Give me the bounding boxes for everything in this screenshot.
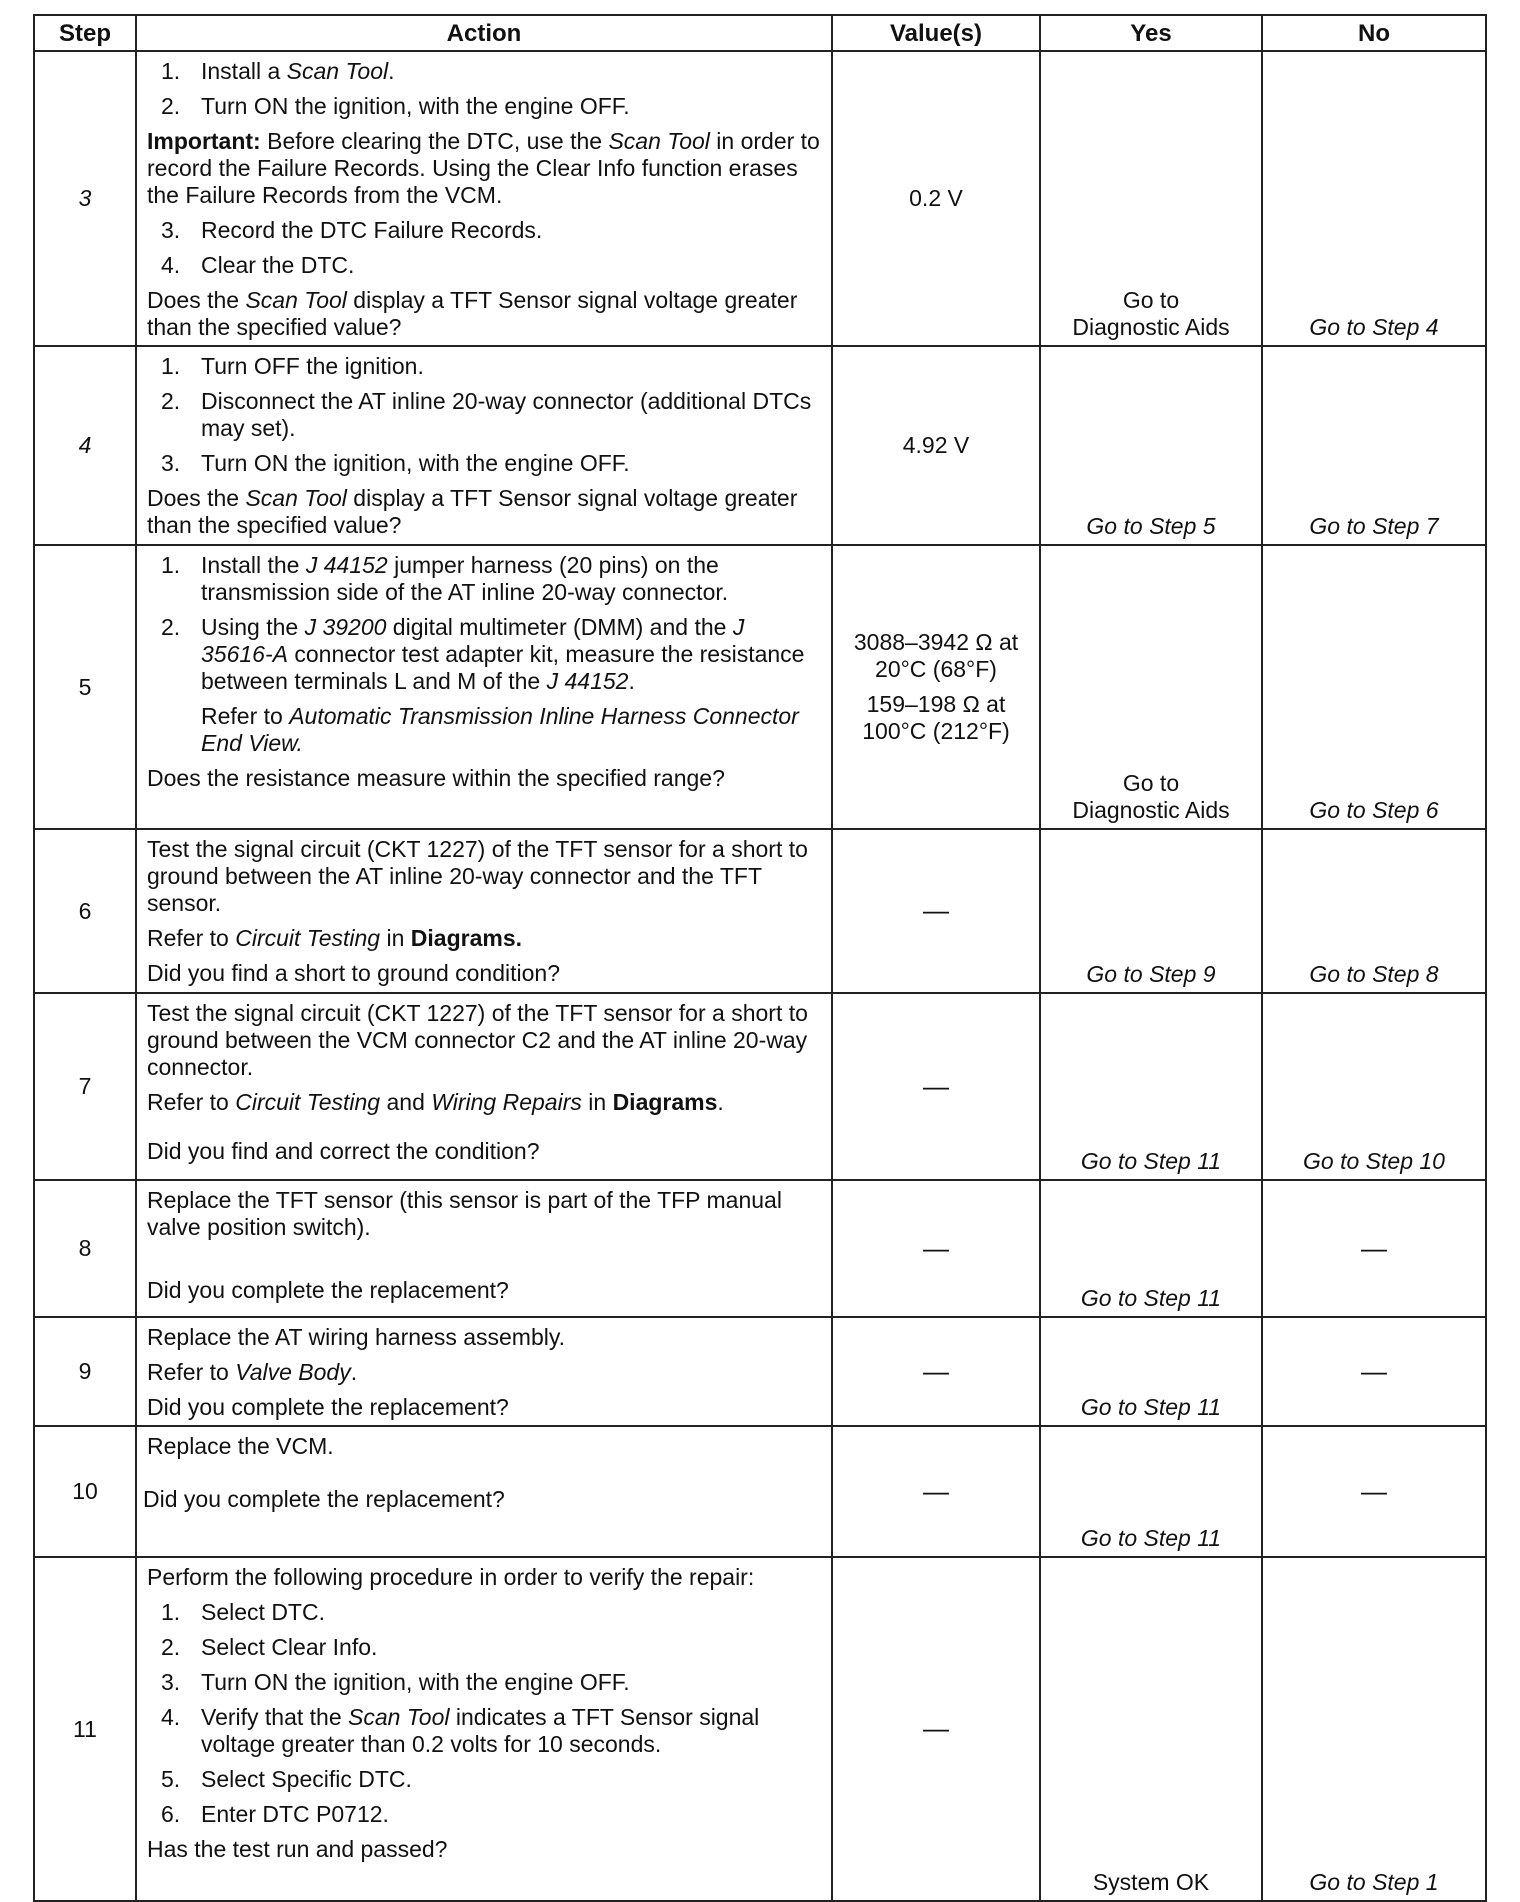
list-item [147, 353, 821, 380]
reference-text: Refer to [147, 1359, 236, 1385]
no-text: Go to Step 4 [1309, 314, 1439, 340]
reference [147, 1359, 821, 1386]
question-text: Scan Tool [245, 287, 347, 313]
step-number: 6 [34, 829, 136, 993]
header-action: Action [136, 15, 832, 51]
question: Has the test run and passed? [147, 1836, 448, 1862]
yes-cell [1040, 545, 1262, 829]
list-item [147, 450, 821, 477]
reference [147, 703, 821, 757]
value-cell [832, 993, 1040, 1180]
yes-text: Go to Step 9 [1086, 961, 1216, 987]
value-text: 4.92 V [902, 432, 970, 458]
list-number: 2. [161, 388, 181, 414]
list-number: 3. [161, 217, 181, 243]
yes-text: Go to Step 11 [1080, 1525, 1222, 1551]
value-cell [832, 1317, 1040, 1426]
yes-text: Diagnostic Aids [1072, 314, 1230, 340]
value-cell [832, 1557, 1040, 1901]
reference [147, 925, 821, 952]
list-number: 5. [161, 1766, 181, 1792]
question-text: Scan Tool [245, 485, 347, 511]
header-values: Value(s) [832, 15, 1040, 51]
value-text: — [923, 1713, 949, 1743]
action-text: J 39200 [304, 614, 387, 640]
note-text: Before clearing the DTC, use the [260, 128, 609, 154]
list-item [147, 93, 821, 120]
no-cell [1262, 545, 1486, 829]
action-text: Select Clear Info. [201, 1634, 378, 1660]
question: Did you complete the replacement? [147, 1394, 509, 1420]
yes-cell [1040, 829, 1262, 993]
value-text: — [923, 1355, 949, 1386]
yes-cell [1040, 993, 1262, 1180]
action-text: Turn ON the ignition, with the engine OFF. [201, 450, 630, 476]
value-text: — [923, 1070, 949, 1101]
no-cell [1262, 1426, 1486, 1557]
action-text: Scan Tool [348, 1704, 450, 1730]
step-number: 4 [34, 346, 136, 545]
table-row [34, 1317, 1486, 1426]
value-cell [832, 1426, 1040, 1557]
action-cell [136, 1557, 832, 1901]
no-text: Go to Step 1 [1309, 1869, 1439, 1895]
table-row [34, 545, 1486, 829]
yes-cell [1040, 1180, 1262, 1317]
table-row [34, 993, 1486, 1180]
list-item [147, 1669, 821, 1696]
yes-cell [1040, 346, 1262, 545]
no-text: — [1361, 1475, 1387, 1506]
action-text: Select DTC. [201, 1599, 325, 1625]
action-cell [136, 993, 832, 1180]
step-number: 8 [34, 1180, 136, 1317]
action-text: Turn ON the ignition, with the engine OFF. [201, 1669, 630, 1695]
action-text: Install a [201, 58, 287, 84]
header-row [34, 15, 1486, 51]
step-number: 5 [34, 545, 136, 829]
question [147, 287, 821, 341]
no-text: Go to Step 7 [1309, 513, 1439, 539]
no-cell [1262, 829, 1486, 993]
value-cell [832, 829, 1040, 993]
no-cell [1262, 1180, 1486, 1317]
reference-text: Diagrams. [410, 925, 522, 951]
reference-text: Automatic Transmission Inline Harness Connector End View. [201, 703, 799, 756]
step-number: 10 [34, 1426, 136, 1557]
action-text: Replace the TFT sensor (this sensor is part of the TFP manual valve position switch). [147, 1187, 782, 1240]
list-number: 4. [161, 1704, 181, 1730]
reference-text: Refer to [147, 925, 236, 951]
action-text: Turn ON the ignition, with the engine OFF. [201, 93, 630, 119]
value-text: — [923, 895, 949, 925]
question: Did you complete the replacement? [147, 1277, 509, 1303]
list-number: 2. [161, 93, 181, 119]
list-item [147, 1766, 821, 1793]
table-row [34, 1180, 1486, 1317]
list-number: 1. [161, 58, 181, 84]
value-text: 20°C (68°F) [875, 656, 997, 682]
list-number: 6. [161, 1801, 181, 1827]
reference-text: Valve Body [235, 1359, 351, 1385]
action-text: Record the DTC Failure Records. [201, 217, 543, 243]
action-text: Replace the VCM. [147, 1433, 334, 1459]
action-cell [136, 346, 832, 545]
reference-text: and [380, 1089, 432, 1115]
question: Does the resistance measure within the specified range? [147, 765, 725, 791]
reference-text: in [380, 925, 411, 951]
list-item [147, 58, 821, 85]
list-item [147, 217, 821, 244]
action-text: Select Specific DTC. [201, 1766, 412, 1792]
question-text: display a TFT Sensor signal voltage greater than the specified value? [147, 287, 798, 340]
reference-text: Refer to [201, 703, 290, 729]
list-number: 1. [161, 1599, 181, 1625]
reference-text: Refer to [147, 1089, 236, 1115]
reference-text: Circuit Testing [235, 925, 381, 951]
list-item [147, 1599, 821, 1626]
list-item [147, 1801, 821, 1828]
action-text: J 44152 [305, 552, 388, 578]
step-number: 9 [34, 1317, 136, 1426]
action-cell [136, 545, 832, 829]
diagnostic-table [33, 14, 1487, 1902]
list-number: 3. [161, 1669, 181, 1695]
action-text: jumper harness (20 pins) on the transmission side of the AT inline 20-way connector. [201, 552, 729, 605]
list-item [147, 252, 821, 279]
header-no: No [1262, 15, 1486, 51]
action-text: . [628, 668, 635, 694]
no-cell [1262, 993, 1486, 1180]
reference-text: . [350, 1359, 358, 1385]
value-text: — [923, 1475, 949, 1506]
list-number: 4. [161, 252, 181, 278]
list-item [147, 552, 821, 606]
question-text: Does the [147, 485, 246, 511]
reference-text: Wiring Repairs [431, 1089, 582, 1115]
action-text: digital multimeter (DMM) and the [386, 614, 733, 640]
question-text: Does the [147, 287, 246, 313]
important-note [147, 128, 821, 209]
yes-text: Go to [1122, 287, 1180, 313]
header-yes: Yes [1040, 15, 1262, 51]
no-text: — [1361, 1355, 1387, 1386]
reference-text: Circuit Testing [235, 1089, 381, 1115]
action-text: Verify that the [201, 1704, 349, 1730]
no-text: Go to Step 10 [1303, 1148, 1445, 1174]
action-text: J 35616-A [201, 614, 745, 667]
no-cell [1262, 346, 1486, 545]
value-text: 100°C (212°F) [862, 718, 1010, 744]
action-cell [136, 51, 832, 346]
action-text: J 44152 [546, 668, 629, 694]
value-text: — [923, 1232, 949, 1263]
action-cell [136, 1180, 832, 1317]
action-text: indicates a TFT Sensor signal voltage greater than 0.2 volts for 10 seconds. [201, 1704, 760, 1757]
table-row [34, 1426, 1486, 1557]
action-text: Replace the AT wiring harness assembly. [147, 1324, 566, 1350]
yes-text: Diagnostic Aids [1072, 797, 1230, 823]
action-cell [136, 1426, 832, 1557]
yes-text: Go to Step 11 [1080, 1394, 1222, 1420]
question: Did you complete the replacement? [143, 1486, 505, 1512]
table-row [34, 51, 1486, 346]
action-cell [136, 1317, 832, 1426]
action-text: Clear the DTC. [201, 252, 355, 278]
step-number: 3 [34, 51, 136, 346]
value-text: 3088–3942 Ω at [853, 629, 1019, 655]
no-text: Go to Step 8 [1309, 961, 1439, 987]
action-text: Turn OFF the ignition. [201, 353, 424, 379]
table-row [34, 829, 1486, 993]
note-text: in order to record the Failure Records. Using the Clear Info function erases the Failure Records from the VCM. [147, 128, 820, 208]
reference-text: Diagrams [612, 1089, 718, 1115]
note-text: Scan Tool [608, 128, 710, 154]
important-label: Important: [147, 128, 261, 154]
question: Did you find and correct the condition? [147, 1138, 540, 1164]
list-item [147, 1704, 821, 1758]
no-cell [1262, 1557, 1486, 1901]
yes-cell [1040, 1317, 1262, 1426]
question [147, 485, 821, 539]
action-text: . [388, 58, 395, 84]
action-text: Scan Tool [286, 58, 389, 84]
action-text: Using the [201, 614, 305, 640]
no-cell [1262, 51, 1486, 346]
value-text: 159–198 Ω at [866, 691, 1006, 717]
no-text: Go to Step 6 [1309, 797, 1439, 823]
list-item [147, 614, 821, 695]
value-cell [832, 1180, 1040, 1317]
action-text: Perform the following procedure in order to verify the repair: [147, 1564, 755, 1590]
yes-text: Go to Step 5 [1086, 513, 1216, 539]
list-item [147, 1634, 821, 1661]
header-step: Step [34, 15, 136, 51]
yes-cell [1040, 51, 1262, 346]
question-text: display a TFT Sensor signal voltage greater than the specified value? [147, 485, 798, 538]
action-text: Test the signal circuit (CKT 1227) of the TFT sensor for a short to ground between the VCM connector C2 and the AT inline 20-way connector. [147, 1000, 808, 1080]
question: Did you find a short to ground condition? [147, 960, 560, 986]
yes-cell [1040, 1557, 1262, 1901]
list-number: 2. [161, 614, 181, 640]
value-cell [832, 346, 1040, 545]
yes-cell [1040, 1426, 1262, 1557]
action-text: connector test adapter kit, measure the resistance between terminals L and M of the [201, 641, 805, 694]
list-number: 1. [161, 552, 181, 578]
action-text: Enter DTC P0712. [201, 1801, 389, 1827]
list-number: 1. [161, 353, 181, 379]
no-text: — [1361, 1232, 1387, 1263]
list-number: 2. [161, 1634, 181, 1660]
reference-text: in [581, 1089, 613, 1115]
step-number: 7 [34, 993, 136, 1180]
list-item [147, 388, 821, 442]
table-row [34, 346, 1486, 545]
value-text: 0.2 V [909, 185, 963, 211]
value-cell [832, 51, 1040, 346]
no-cell [1262, 1317, 1486, 1426]
table-row [34, 1557, 1486, 1901]
action-text: Install the [201, 552, 306, 578]
yes-text: Go to Step 11 [1080, 1148, 1222, 1174]
reference [147, 1089, 821, 1116]
action-cell [136, 829, 832, 993]
action-text: Disconnect the AT inline 20-way connector (additional DTCs may set). [201, 388, 812, 441]
yes-text: Go to Step 11 [1080, 1285, 1222, 1311]
list-number: 3. [161, 450, 181, 476]
step-number: 11 [34, 1557, 136, 1901]
reference-text: . [717, 1089, 724, 1115]
action-text: Test the signal circuit (CKT 1227) of the TFT sensor for a short to ground between the AT inline 20-way connector and the TFT sensor. [147, 836, 808, 916]
yes-text: Go to [1122, 770, 1180, 796]
value-cell [832, 545, 1040, 829]
yes-text: System OK [1092, 1869, 1210, 1895]
